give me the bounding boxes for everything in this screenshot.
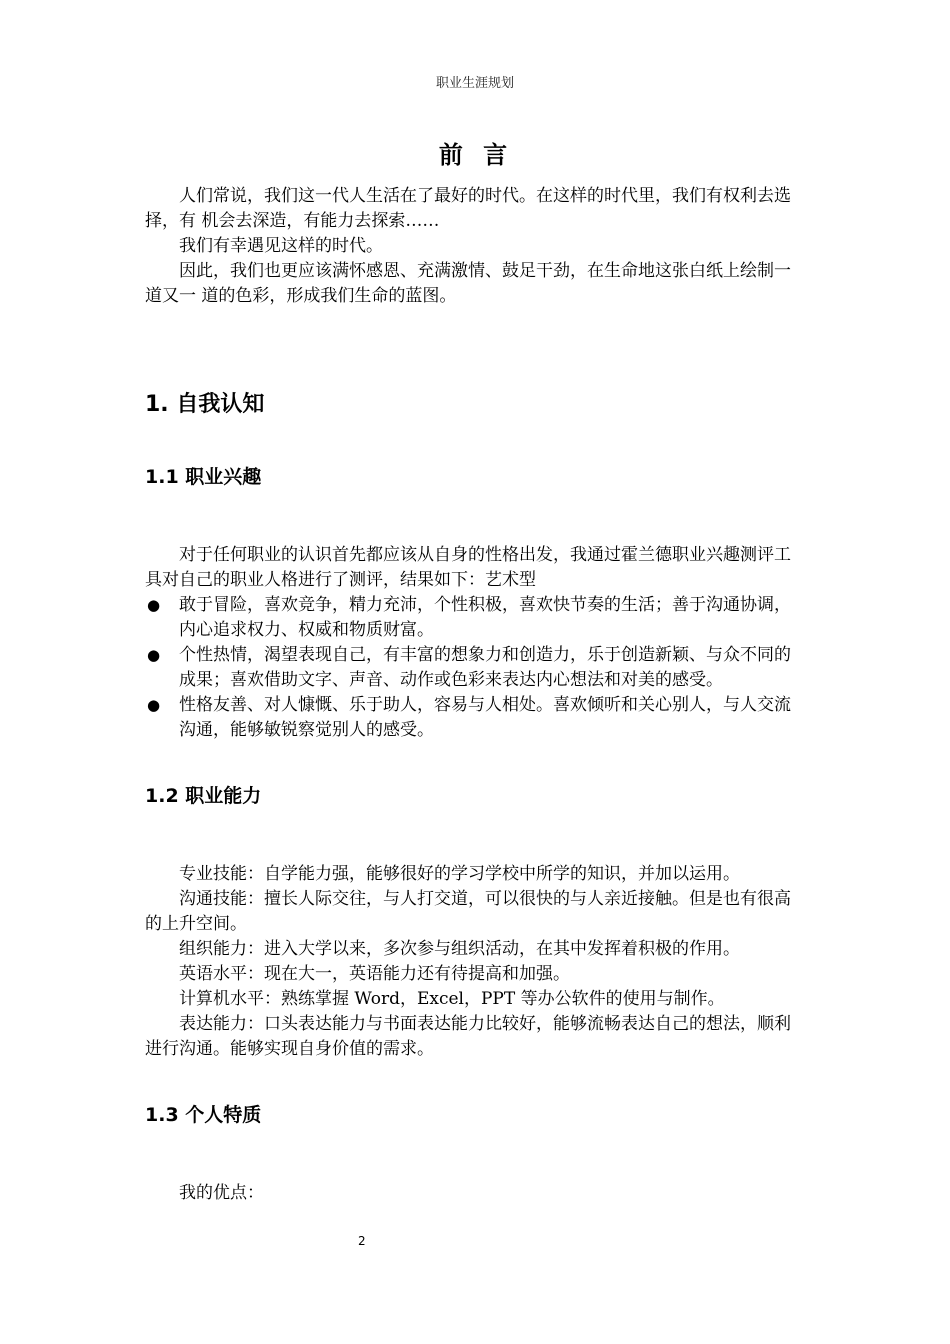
traits-first-line: 我的优点： xyxy=(179,1183,264,1203)
bullet-icon: ● xyxy=(147,646,161,664)
interest-intro: 对于任何职业的认识首先都应该从自身的性格出发，我通过霍兰德职业兴趣测评工具对自己的职业人格进行了测评，结果如下：艺术型 xyxy=(145,545,791,590)
bullet-text: 性格友善、对人慷慨、乐于助人，容易与人相处。喜欢倾听和关心别人，与人交流沟通，能够敏锐察觉别人的感受。 xyxy=(179,695,791,740)
ability-body xyxy=(145,862,807,1062)
interest-body xyxy=(145,543,807,743)
ability-paragraph-5: 计算机水平：熟练掌握 Word，Excel，PPT 等办公软件的使用与制作。 xyxy=(179,989,725,1009)
interest-bullet-list xyxy=(145,593,807,743)
ability-paragraph-3: 组织能力：进入大学以来，多次参与组织活动，在其中发挥着积极的作用。 xyxy=(179,939,740,959)
subsection-heading-interest: 1.1 职业兴趣 xyxy=(145,466,262,488)
bullet-text: 敢于冒险，喜欢竞争，精力充沛，个性积极，喜欢快节奏的生活；善于沟通协调，内心追求权力、权威和物质财富。 xyxy=(179,595,791,640)
page-number: 2 xyxy=(358,1234,366,1248)
ability-paragraph-4: 英语水平：现在大一，英语能力还有待提高和加强。 xyxy=(179,964,570,984)
traits-body xyxy=(145,1181,807,1206)
list-item xyxy=(145,643,807,693)
preface-paragraph-2: 我们有幸遇见这样的时代。 xyxy=(179,236,383,256)
page-content xyxy=(145,135,807,1206)
bullet-icon: ● xyxy=(147,696,161,714)
subsection-heading-ability: 1.2 职业能力 xyxy=(145,785,262,807)
ability-paragraph-6: 表达能力：口头表达能力与书面表达能力比较好，能够流畅表达自己的想法，顺利进行沟通。能够实现自身价值的需求。 xyxy=(145,1014,791,1059)
section-heading-self-awareness: 1. 自我认知 xyxy=(145,392,265,417)
bullet-text: 个性热情，渴望表现自己，有丰富的想象力和创造力，乐于创造新颖、与众不同的成果；喜欢借助文字、声音、动作或色彩来表达内心想法和对美的感受。 xyxy=(179,645,791,690)
preface-paragraph-3: 因此，我们也更应该满怀感恩、充满激情、鼓足干劲，在生命地这张白纸上绘制一道又一 道的色彩，形成我们生命的蓝图。 xyxy=(145,261,791,306)
list-item xyxy=(145,693,807,743)
ability-paragraph-2: 沟通技能：擅长人际交往，与人打交道，可以很快的与人亲近接触。但是也有很高的上升空间。 xyxy=(145,889,791,934)
bullet-icon: ● xyxy=(147,596,161,614)
subsection-heading-traits: 1.3 个人特质 xyxy=(145,1104,262,1126)
ability-paragraph-1: 专业技能：自学能力强，能够很好的学习学校中所学的知识，并加以运用。 xyxy=(179,864,740,884)
running-header: 职业生涯规划 xyxy=(435,76,514,91)
preface-paragraph-1: 人们常说，我们这一代人生活在了最好的时代。在这样的时代里，我们有权利去选择，有 机会去深造，有能力去探索…… xyxy=(145,186,791,231)
preface-title: 前 言 xyxy=(438,141,514,169)
list-item xyxy=(145,593,807,643)
